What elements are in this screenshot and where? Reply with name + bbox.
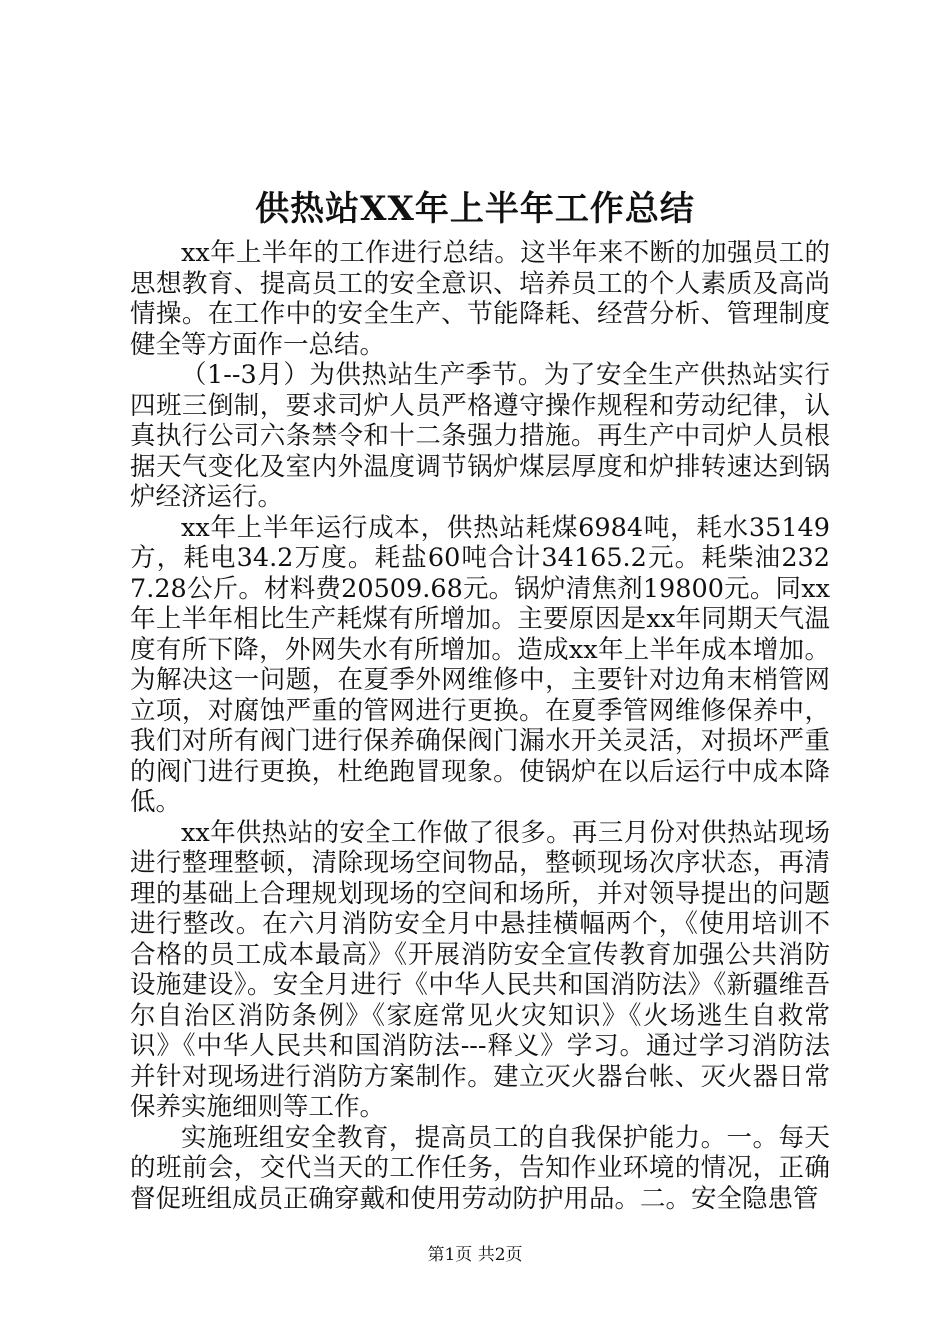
paragraph: 实施班组安全教育，提高员工的自我保护能力。一。每天的班前会，交代当天的工作任务，告知作业环境的情况，正确督促班组成员正确穿戴和使用劳动防护用品。二。安全隐患管 <box>130 1122 830 1214</box>
document-title: 供热站XX年上半年工作总结 <box>255 189 695 229</box>
paragraph: xx年上半年的工作进行总结。这半年来不断的加强员工的思想教育、提高员工的安全意识、培养员工的个人素质及高尚情操。在工作中的安全生产、节能降耗、经营分析、管理制度健全等方面作一总结。 <box>130 238 830 360</box>
paragraph: xx年供热站的安全工作做了很多。再三月份对供热站现场进行整理整顿，清除现场空间物品，整顿现场次序状态，再清理的基础上合理规划现场的空间和场所，并对领导提出的问题进行整改。在六月消防安全月中悬挂横幅两个，《使用培训不合格的员工成本最高》《开展消防安全宣传教育加强公共消防设施建设》。安全月进行《中华人民共和国消防法》《新疆维吾尔自治区消防条例》《家庭常见火灾知识》《火场逃生自救常识》《中华人民共和国消防法---释义》学习。通过学习消防法并针对现场进行消防方案制作。建立灭火器台帐、灭火器日常保养实施细则等工作。 <box>130 817 830 1122</box>
paragraph: （1--3月）为供热站生产季节。为了安全生产供热站实行四班三倒制，要求司炉人员严格遵守操作规程和劳动纪律，认真执行公司六条禁令和十二条强力措施。再生产中司炉人员根据天气变化及室内外温度调节锅炉煤层厚度和炉排转速达到锅炉经济运行。 <box>130 360 830 512</box>
page-footer: 第1页 共2页 <box>427 1245 523 1265</box>
paragraph: xx年上半年运行成本，供热站耗煤6984吨，耗水35149方，耗电34.2万度。耗盐60吨合计34165.2元。耗柴油2327.28公斤。材料费20509.68元。锅炉清焦剂19800元。同xx年上半年相比生产耗煤有所增加。主要原因是xx年同期天气温度有所下降，外网失水有所增加。造成xx年上半年成本增加。为解决这一问题，在夏季外网维修中，主要针对边角末梢管网立项，对腐蚀严重的管网进行更换。在夏季管网维修保养中，我们对所有阀门进行保养确保阀门漏水开关灵活，对损坏严重的阀门进行更换，杜绝跑冒现象。使锅炉在以后运行中成本降低。 <box>130 512 830 817</box>
document-body <box>130 238 830 1214</box>
